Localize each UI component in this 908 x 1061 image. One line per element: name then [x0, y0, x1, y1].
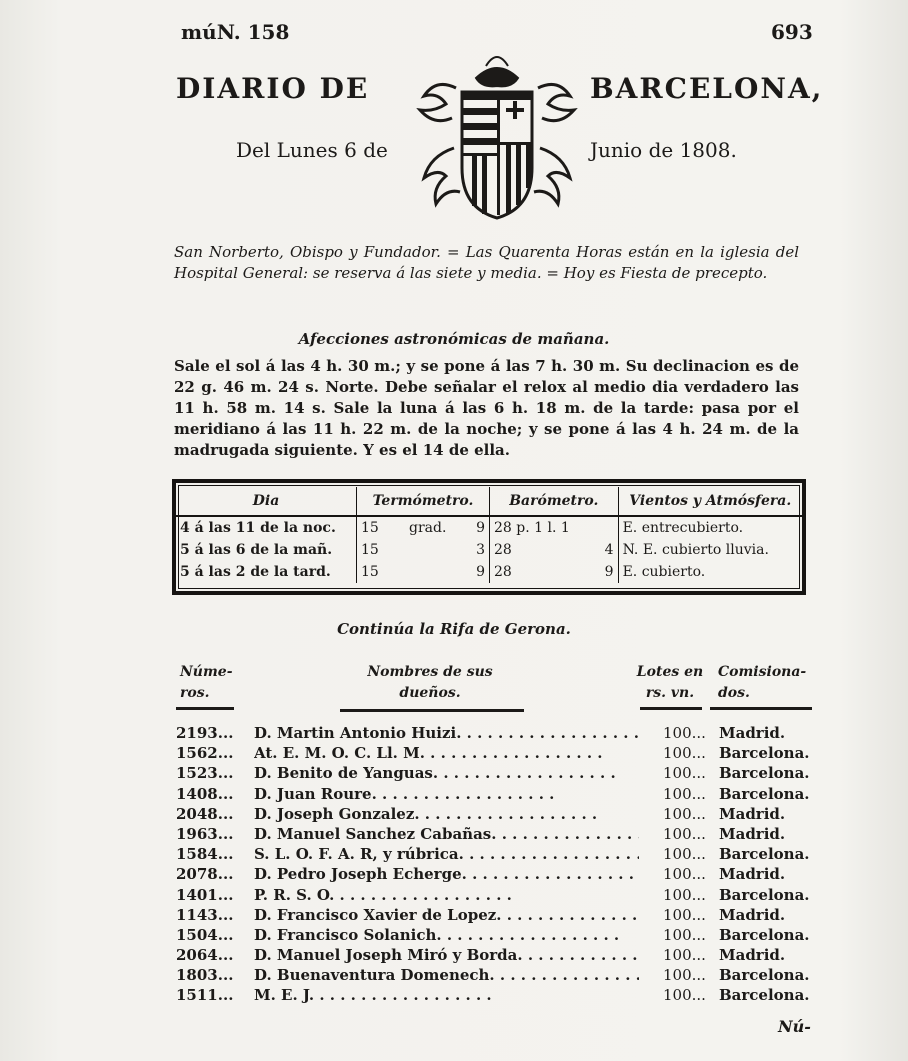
commission-city: Barcelona.: [719, 966, 810, 985]
owner-name: D. Manuel Sanchez Cabañas. . . .: [254, 824, 639, 844]
raffle-row: [176, 763, 816, 783]
commission-city: Barcelona.: [719, 784, 810, 803]
commission-city: Barcelona.: [719, 986, 810, 1005]
header-owner-names: Nombres de sus dueños.: [367, 664, 493, 701]
commission-city: Barcelona.: [719, 744, 810, 763]
weather-day: 5 á las 6 de la mañ.: [180, 542, 333, 558]
header-thermometer: Termómetro.: [357, 487, 490, 516]
thermometer-fraction: 9: [476, 520, 485, 536]
ticket-number: 1401...: [176, 885, 234, 904]
owner-name: D. Joseph Gonzalez. . . .: [254, 804, 639, 824]
saints-of-the-day: San Norberto, Obispo y Fundador. = Las Quarenta Horas están en la iglesia del Hospital General: se reserva á las siete y media. = Hoy es Fiesta de precepto.: [174, 243, 799, 282]
raffle-row: [176, 844, 816, 864]
thermometer-fraction: 3: [476, 542, 485, 558]
owner-name: D. Martin Antonio Huizi. . . .: [254, 723, 639, 743]
header-day: Dia: [176, 487, 357, 516]
header-lots: Lotes en rs. vn.: [636, 664, 704, 701]
ticket-number: 2064...: [176, 946, 234, 965]
owner-name: D. Juan Roure. . . .: [254, 784, 639, 804]
lot-amount: 100...: [663, 764, 706, 783]
lot-amount: 100...: [663, 824, 706, 843]
commission-city: Madrid.: [719, 865, 786, 884]
thermometer-unit: grad.: [409, 520, 447, 536]
barometer-fraction: 9: [604, 564, 614, 580]
ticket-number: 2078...: [176, 865, 234, 884]
lot-amount: 100...: [663, 724, 706, 742]
raffle-row: [176, 723, 816, 743]
lot-amount: 100...: [663, 966, 706, 985]
thermometer-unit: [405, 561, 461, 583]
column-rule: [340, 709, 524, 712]
wind-conditions: E. cubierto.: [618, 561, 802, 583]
header-barometer: Barómetro.: [490, 487, 619, 516]
lot-amount: 100...: [663, 885, 706, 904]
issue-number: múN. 158: [181, 20, 290, 44]
commission-city: Madrid.: [719, 905, 786, 924]
weather-row: [176, 561, 802, 583]
owner-name: D. Francisco Solanich. . . .: [254, 925, 639, 945]
column-rule: [640, 707, 702, 710]
wind-conditions: E. entrecubierto.: [618, 516, 802, 539]
ticket-number: 2193...: [176, 724, 234, 742]
owner-name: D. Francisco Xavier de Lopez. . . .: [254, 905, 639, 925]
owner-name: M. E. J. . . .: [254, 985, 639, 1005]
commission-city: Barcelona.: [719, 764, 810, 783]
ticket-number: 1511...: [176, 986, 234, 1005]
raffle-row: [176, 864, 816, 884]
ticket-number: 1408...: [176, 784, 234, 803]
barometer-reading: 28: [490, 539, 597, 561]
lot-amount: 100...: [663, 804, 706, 823]
ticket-number: 2048...: [176, 804, 234, 823]
owner-name: D. Manuel Joseph Miró y Borda. . . .: [254, 945, 639, 965]
ticket-number: 1803...: [176, 966, 234, 985]
lot-amount: 100...: [663, 845, 706, 864]
commission-city: Barcelona.: [719, 885, 810, 904]
weather-day: 4 á las 11 de la noc.: [180, 520, 336, 536]
barometer-fraction: [596, 516, 618, 539]
lot-amount: 100...: [663, 744, 706, 763]
column-rule: [176, 707, 234, 710]
raffle-row: [176, 885, 816, 905]
masthead-title-right: BARCELONA,: [590, 72, 824, 105]
lot-amount: 100...: [663, 986, 706, 1005]
ticket-number: 1504...: [176, 925, 234, 944]
commission-city: Madrid.: [719, 824, 786, 843]
owner-name: D. Pedro Joseph Echerge. . . .: [254, 864, 639, 884]
weather-table: [172, 479, 806, 595]
raffle-row: [176, 743, 816, 763]
ticket-number: 1523...: [176, 764, 234, 783]
commission-city: Barcelona.: [719, 845, 810, 864]
barometer-reading: 28: [490, 561, 597, 583]
ticket-number: 1963...: [176, 824, 234, 843]
lot-amount: 100...: [663, 865, 706, 884]
weather-row: [176, 539, 802, 561]
astronomy-text: Sale el sol á las 4 h. 30 m.; y se pone á las 7 h. 30 m. Su declinacion es de 22 g. 46 m. 24 s. Norte. Debe señalar el relox al medio dia verdadero las 11 h. 58 m. 14 s. Sale la luna á las 6 h. 18 m. de la tarde: pasa por el meridiano á las 11 h. 22 m. de la noche; y se pone á las 4 h. 24 m. de la madrugada siguiente. Y es el 14 de ella.: [174, 357, 799, 459]
masthead-title-left: DIARIO DE: [176, 72, 370, 105]
header-winds: Vientos y Atmósfera.: [618, 487, 802, 516]
weather-row: [176, 516, 802, 539]
raffle-row: [176, 804, 816, 824]
raffle-row: [176, 824, 816, 844]
commission-city: Madrid.: [719, 946, 786, 965]
date-right: Junio de 1808.: [590, 138, 737, 162]
commission-city: Madrid.: [719, 804, 786, 823]
ticket-number: 1584...: [176, 845, 234, 864]
raffle-row: [176, 985, 816, 1005]
raffle-row: [176, 945, 816, 965]
raffle-row: [176, 784, 816, 804]
owner-name: At. E. M. O. C. Ll. M. . . .: [254, 743, 639, 763]
lot-amount: 100...: [663, 905, 706, 924]
owner-name: S. L. O. F. A. R, y rúbrica. . . .: [254, 844, 639, 864]
header-numbers: Núme- ros.: [180, 664, 233, 701]
weather-grid: [176, 487, 802, 583]
owner-name: P. R. S. O. . . .: [254, 885, 639, 905]
lot-amount: 100...: [663, 946, 706, 965]
thermometer-degrees: 15: [357, 516, 406, 539]
raffle-title: Continúa la Rifa de Gerona.: [337, 620, 571, 638]
lot-amount: 100...: [663, 925, 706, 944]
date-left: Del Lunes 6 de: [236, 138, 388, 162]
barometer-fraction: 4: [604, 542, 614, 558]
ticket-number: 1143...: [176, 905, 234, 924]
barcelona-coat-of-arms: [416, 48, 578, 223]
thermometer-degrees: 15: [357, 539, 406, 561]
owner-name: D. Benito de Yanguas. . . .: [254, 763, 639, 783]
ticket-number: 1562...: [176, 744, 234, 763]
wind-conditions: N. E. cubierto lluvia.: [618, 539, 802, 561]
page-number: 693: [771, 20, 813, 44]
weather-day: 5 á las 2 de la tard.: [180, 564, 331, 580]
catchword: Nú-: [778, 1017, 811, 1036]
barometer-reading: 28 p. 1 l. 1: [490, 516, 597, 539]
raffle-row: [176, 925, 816, 945]
column-rule: [710, 707, 812, 710]
raffle-row: [176, 965, 816, 985]
thermometer-unit: [405, 539, 461, 561]
thermometer-degrees: 15: [357, 561, 406, 583]
commission-city: Madrid.: [719, 724, 786, 742]
owner-name: D. Buenaventura Domenech. . . .: [254, 965, 639, 985]
commission-city: Barcelona.: [719, 925, 810, 944]
raffle-row: [176, 905, 816, 925]
astronomy-title: Afecciones astronómicas de mañana.: [298, 330, 610, 348]
thermometer-fraction: 9: [476, 564, 485, 580]
raffle-entries: [176, 723, 816, 1006]
lot-amount: 100...: [663, 784, 706, 803]
header-commissioners: Comisiona- dos.: [718, 664, 807, 701]
